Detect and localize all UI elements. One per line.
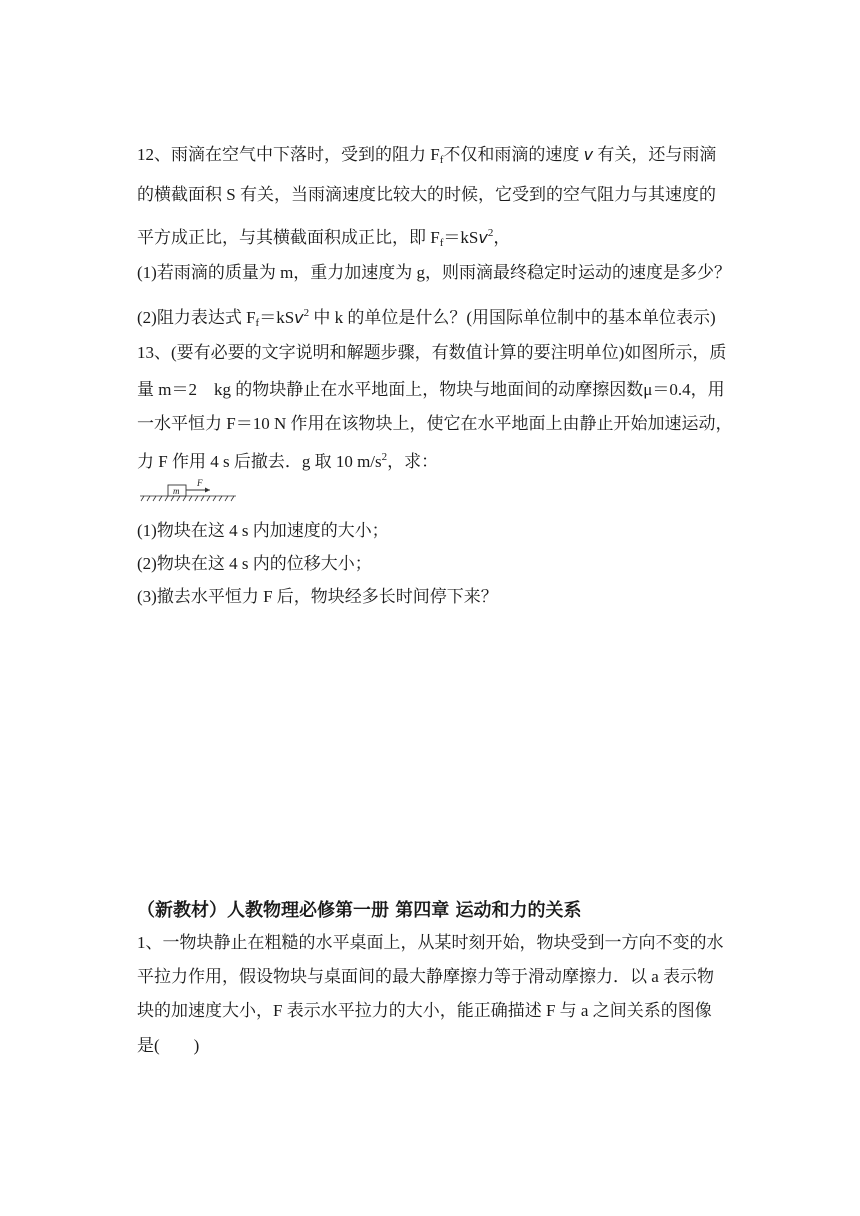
velocity-symbol: v — [478, 228, 488, 247]
q12-text: ＝kS — [259, 308, 295, 327]
q12-text: 不仅和雨滴的速度 — [443, 145, 584, 164]
section-title: （新教材）人教物理必修第一册 第四章 运动和力的关系 — [137, 900, 582, 921]
q13-sub-2: (2)物块在这 4 s 内的位移大小； — [137, 554, 372, 573]
subscript-f: f — [255, 317, 260, 329]
q13-line-1: 13、(要有必要的文字说明和解题步骤，有数值计算的要注明单位)如图所示，质 — [137, 343, 727, 362]
q1-line-1: 1、一物块静止在粗糙的水平桌面上，从某时刻开始，物块受到一方向不变的水 — [137, 933, 724, 952]
q12-text: 平方成正比，与其横截面积成正比，即 F — [137, 228, 440, 247]
superscript-2: 2 — [487, 227, 494, 239]
q12-text: 中 k 的单位是什么？(用国际单位制中的基本单位表示) — [309, 308, 716, 327]
q12-text: (2)阻力表达式 F — [137, 308, 256, 327]
subscript-f: f — [439, 154, 444, 166]
q12-sub-2 — [137, 302, 716, 334]
q1-line-4: 是( ) — [137, 1036, 200, 1055]
velocity-symbol: v — [583, 145, 594, 164]
ground-hatching — [140, 496, 236, 501]
superscript-2: 2 — [303, 307, 310, 319]
q12-sub-1: (1)若雨滴的质量为 m，重力加速度为 g，则雨滴最终稳定时运动的速度是多少？ — [137, 263, 732, 282]
q12-text: 有关，还与雨滴 — [593, 145, 717, 164]
q12-line-1 — [137, 144, 716, 171]
subscript-f: f — [439, 237, 444, 249]
q12-line-3 — [137, 222, 510, 254]
q13-text: ，求： — [387, 452, 439, 471]
q12-text: 12、雨滴在空气中下落时，受到的阻力 F — [137, 145, 440, 164]
q13-sub-3: (3)撤去水平恒力 F 后，物块经多长时间停下来？ — [137, 587, 498, 606]
q13-line-4 — [137, 446, 438, 473]
q13-text: 力 F 作用 4 s 后撤去．g 取 10 m/s — [137, 452, 382, 471]
superscript-2: 2 — [381, 451, 388, 463]
q1-line-2: 平拉力作用，假设物块与桌面间的最大静摩擦力等于滑动摩擦力．以 a 表示物 — [137, 967, 715, 986]
block-force-diagram — [140, 477, 240, 507]
q13-line-3: 一水平恒力 F＝10 N 作用在该物块上，使它在水平地面上由静止开始加速运动， — [137, 414, 733, 433]
velocity-symbol: v — [294, 308, 304, 327]
q13-sub-1: (1)物块在这 4 s 内加速度的大小； — [137, 521, 389, 540]
block-label: m — [173, 486, 180, 496]
q12-line-2: 的横截面积 S 有关，当雨滴速度比较大的时候，它受到的空气阻力与其速度的 — [137, 185, 716, 204]
q1-line-3: 块的加速度大小，F 表示水平拉力的大小，能正确描述 F 与 a 之间关系的图像 — [137, 1001, 712, 1020]
q12-text: ＝kS — [443, 228, 479, 247]
q12-text: ， — [493, 228, 511, 247]
q13-line-2: 量 m＝2 kg 的物块静止在水平地面上，物块与地面间的动摩擦因数μ＝0.4，用 — [137, 380, 725, 399]
force-label: F — [197, 478, 203, 488]
arrow-head-icon — [205, 488, 210, 493]
